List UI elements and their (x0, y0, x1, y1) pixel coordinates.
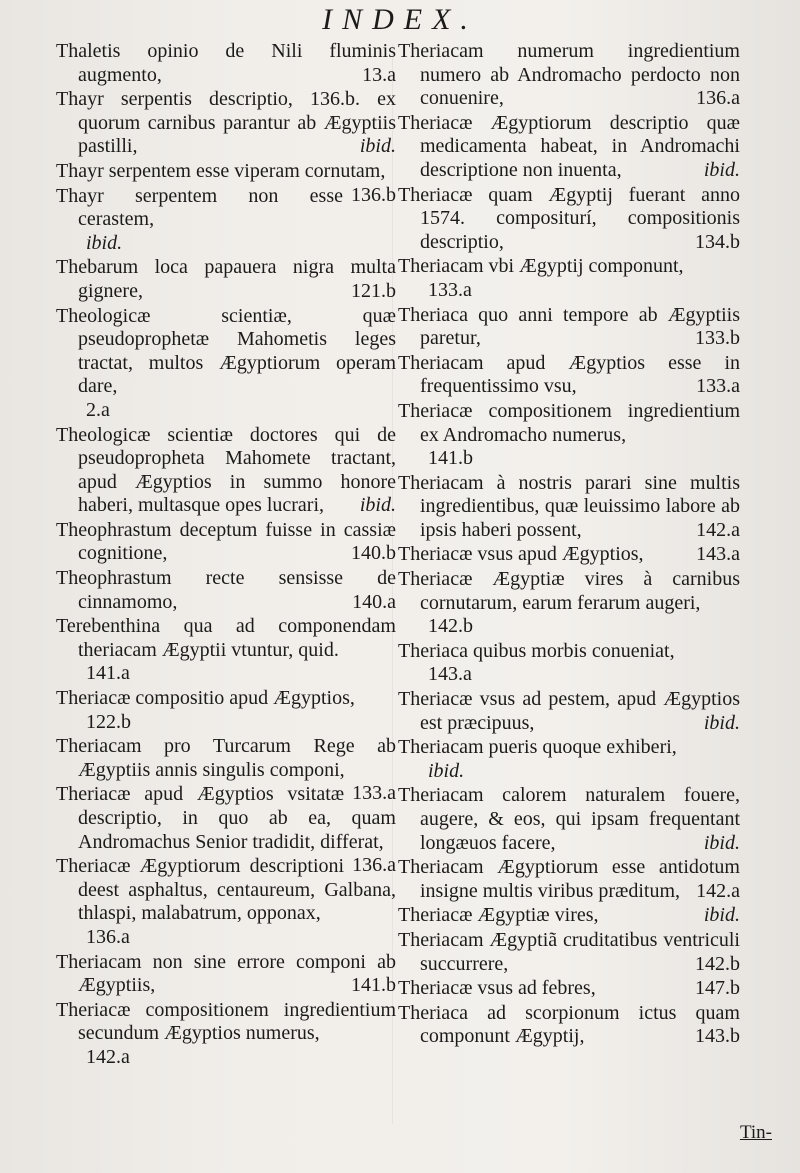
page-reference: 143.b (695, 1025, 740, 1048)
index-entry: Theriacam calorem naturalem fouere, augere, & eos, qui ipsam frequentant longæuos facere, ibid. (398, 784, 740, 854)
index-entry: Theriaca quo anni tempore ab Ægyptiis paretur, 133.b (398, 303, 740, 350)
index-entry: Theriacam à nostris parari sine multis ingredientibus, quæ leuissimo labore ab ipsis haberi possent, 142.a (398, 471, 740, 541)
index-column-left (56, 40, 396, 1071)
page-reference: 134.b (695, 230, 740, 253)
page-reference: 142.b (428, 615, 473, 638)
page-reference: 133.a (428, 278, 472, 301)
index-entry: Theriacæ vsus ad febres, 147.b (398, 977, 740, 1000)
index-entry: Theologicæ scientiæ doctores qui de pseudopropheta Mahomete tractant, apud Ægyptios in summo honore haberi, multasque opes lucrari, ibid. (56, 423, 396, 517)
page-reference: ibid. (359, 494, 396, 517)
page-reference: ibid. (703, 158, 740, 181)
page-reference: 140.b (351, 542, 396, 565)
page-reference: ibid. (86, 231, 123, 254)
index-entry: Theriacæ compositionem ingredientium secundum Ægyptios numerus, 142.a (56, 998, 396, 1068)
page-reference: 121.b (351, 279, 396, 302)
page-reference: 2.a (86, 398, 110, 421)
page-reference: 141.b (428, 447, 473, 470)
index-entry: Theriacam vbi Ægyptij componunt, 133.a (398, 255, 740, 302)
index-entry: Thayr serpentis descriptio, 136.b. ex quorum carnibus parantur ab Ægyptiis pastilli, ibid. (56, 88, 396, 158)
index-entry: Theriacæ Ægyptiorum descriptio quæ medicamenta habeat, in Andromachi descriptione non inuenta, ibid. (398, 111, 740, 181)
page-reference: 136.a (352, 854, 396, 877)
page-reference: ibid. (703, 904, 740, 927)
page-reference: ibid. (703, 831, 740, 854)
index-entry: Theriacæ compositionem ingredientium ex Andromacho numerus, 141.b (398, 399, 740, 470)
page-reference: 141.a (86, 662, 130, 685)
index-entry: Thayr serpentem esse viperam cornutam, 136.b (56, 159, 396, 206)
index-entry: Theriacæ Ægyptiorum descriptioni deest asphaltus, centaureum, Galbana, thlaspi, malabatrum, opponax, 136.a (56, 855, 396, 948)
index-entry: Theophrastum recte sensisse de cinnamomo, 140.a (56, 567, 396, 613)
page-reference: 13.a (362, 63, 396, 86)
page-reference: 143.a (428, 663, 472, 686)
index-entry: Thaletis opinio de Nili fluminis augmento, 13.a (56, 40, 396, 86)
index-entry: Theriacæ Ægyptiæ vires à carnibus cornutarum, earum ferarum augeri, 142.b (398, 568, 740, 638)
index-entry: Thebarum loca papauera nigra multa gignere, 121.b (56, 256, 396, 302)
index-entry: Theophrastum deceptum fuisse in cassiæ cognitione, 140.b (56, 518, 396, 565)
page-reference: ibid. (359, 135, 396, 158)
index-entry: Theriacæ compositio apud Ægyptios, 122.b (56, 687, 396, 734)
index-entry: Theriaca ad scorpionum ictus quam componunt Ægyptij, 143.b (398, 1001, 740, 1048)
page-reference: ibid. (703, 711, 740, 734)
index-entry: Theriacæ apud Ægyptios vsitatæ descriptio, in quo ab ea, quam Andromachus Senior tradidit, differat, 136.a (56, 783, 396, 877)
index-entry: Theriacam Ægyptiã cruditatibus ventriculi succurrere, 142.b (398, 928, 740, 975)
page-reference: 142.a (696, 879, 740, 902)
page-reference: 142.a (696, 518, 740, 541)
index-entry: Thayr serpentem non esse cerastem, ibid. (56, 185, 396, 256)
page-reference: 147.b (695, 977, 740, 1000)
catchword: Tin- (739, 1122, 772, 1143)
page-reference: 133.b (695, 327, 740, 350)
index-entry: Theologicæ scientiæ, quæ pseudoprophetæ Mahometis leges tractat, multos Ægyptiorum operam dare, 2.a (56, 304, 396, 421)
page-reference: 136.a (86, 925, 130, 948)
index-entry: Theriaca quibus morbis conueniat, 143.a (398, 640, 740, 687)
index-entry: Theriacæ vsus ad pestem, apud Ægyptios est præcipuus, ibid. (398, 688, 740, 734)
index-entry: Theriacam Ægyptiorum esse antidotum insigne multis viribus præditum, 142.a (398, 856, 740, 902)
page-reference: 142.a (86, 1045, 130, 1068)
index-entry: Theriacam non sine errore componi ab Ægyptiis, 141.b (56, 950, 396, 997)
index-entry: Theriacæ Ægyptiæ vires, ibid. (398, 904, 740, 927)
index-entry: Terebenthina qua ad componendam theriacam Ægyptii vtuntur, quid. 141.a (56, 615, 396, 685)
index-entry: Theriacam pueris quoque exhiberi, ibid. (398, 736, 740, 783)
index-entry: Theriacam numerum ingredientium numero ab Andromacho perdocto non conuenire, 136.a (398, 40, 740, 110)
page-reference: 142.b (695, 952, 740, 975)
index-column-right (398, 40, 740, 1050)
page-title: INDEX. (322, 3, 478, 36)
index-entry: Theriacam pro Turcarum Rege ab Ægyptiis annis singulis componi, 133.a (56, 735, 396, 805)
page-reference: 133.a (352, 782, 396, 805)
page-reference: 122.b (86, 710, 131, 733)
page-reference: 140.a (352, 590, 396, 613)
index-entry: Theriacam apud Ægyptios esse in frequentissimo vsu, 133.a (398, 351, 740, 398)
page-reference: 143.a (696, 543, 740, 566)
page-reference: ibid. (428, 759, 465, 782)
page-reference: 136.b (351, 183, 396, 206)
page-reference: 141.b (351, 974, 396, 997)
page-reference: 136.a (696, 87, 740, 110)
page-reference: 133.a (696, 375, 740, 398)
index-entry: Theriacæ vsus apud Ægyptios, 143.a (398, 543, 740, 566)
index-entry: Theriacæ quam Ægyptij fuerant anno 1574. compositurí, compositionis descriptio, 134.b (398, 183, 740, 253)
